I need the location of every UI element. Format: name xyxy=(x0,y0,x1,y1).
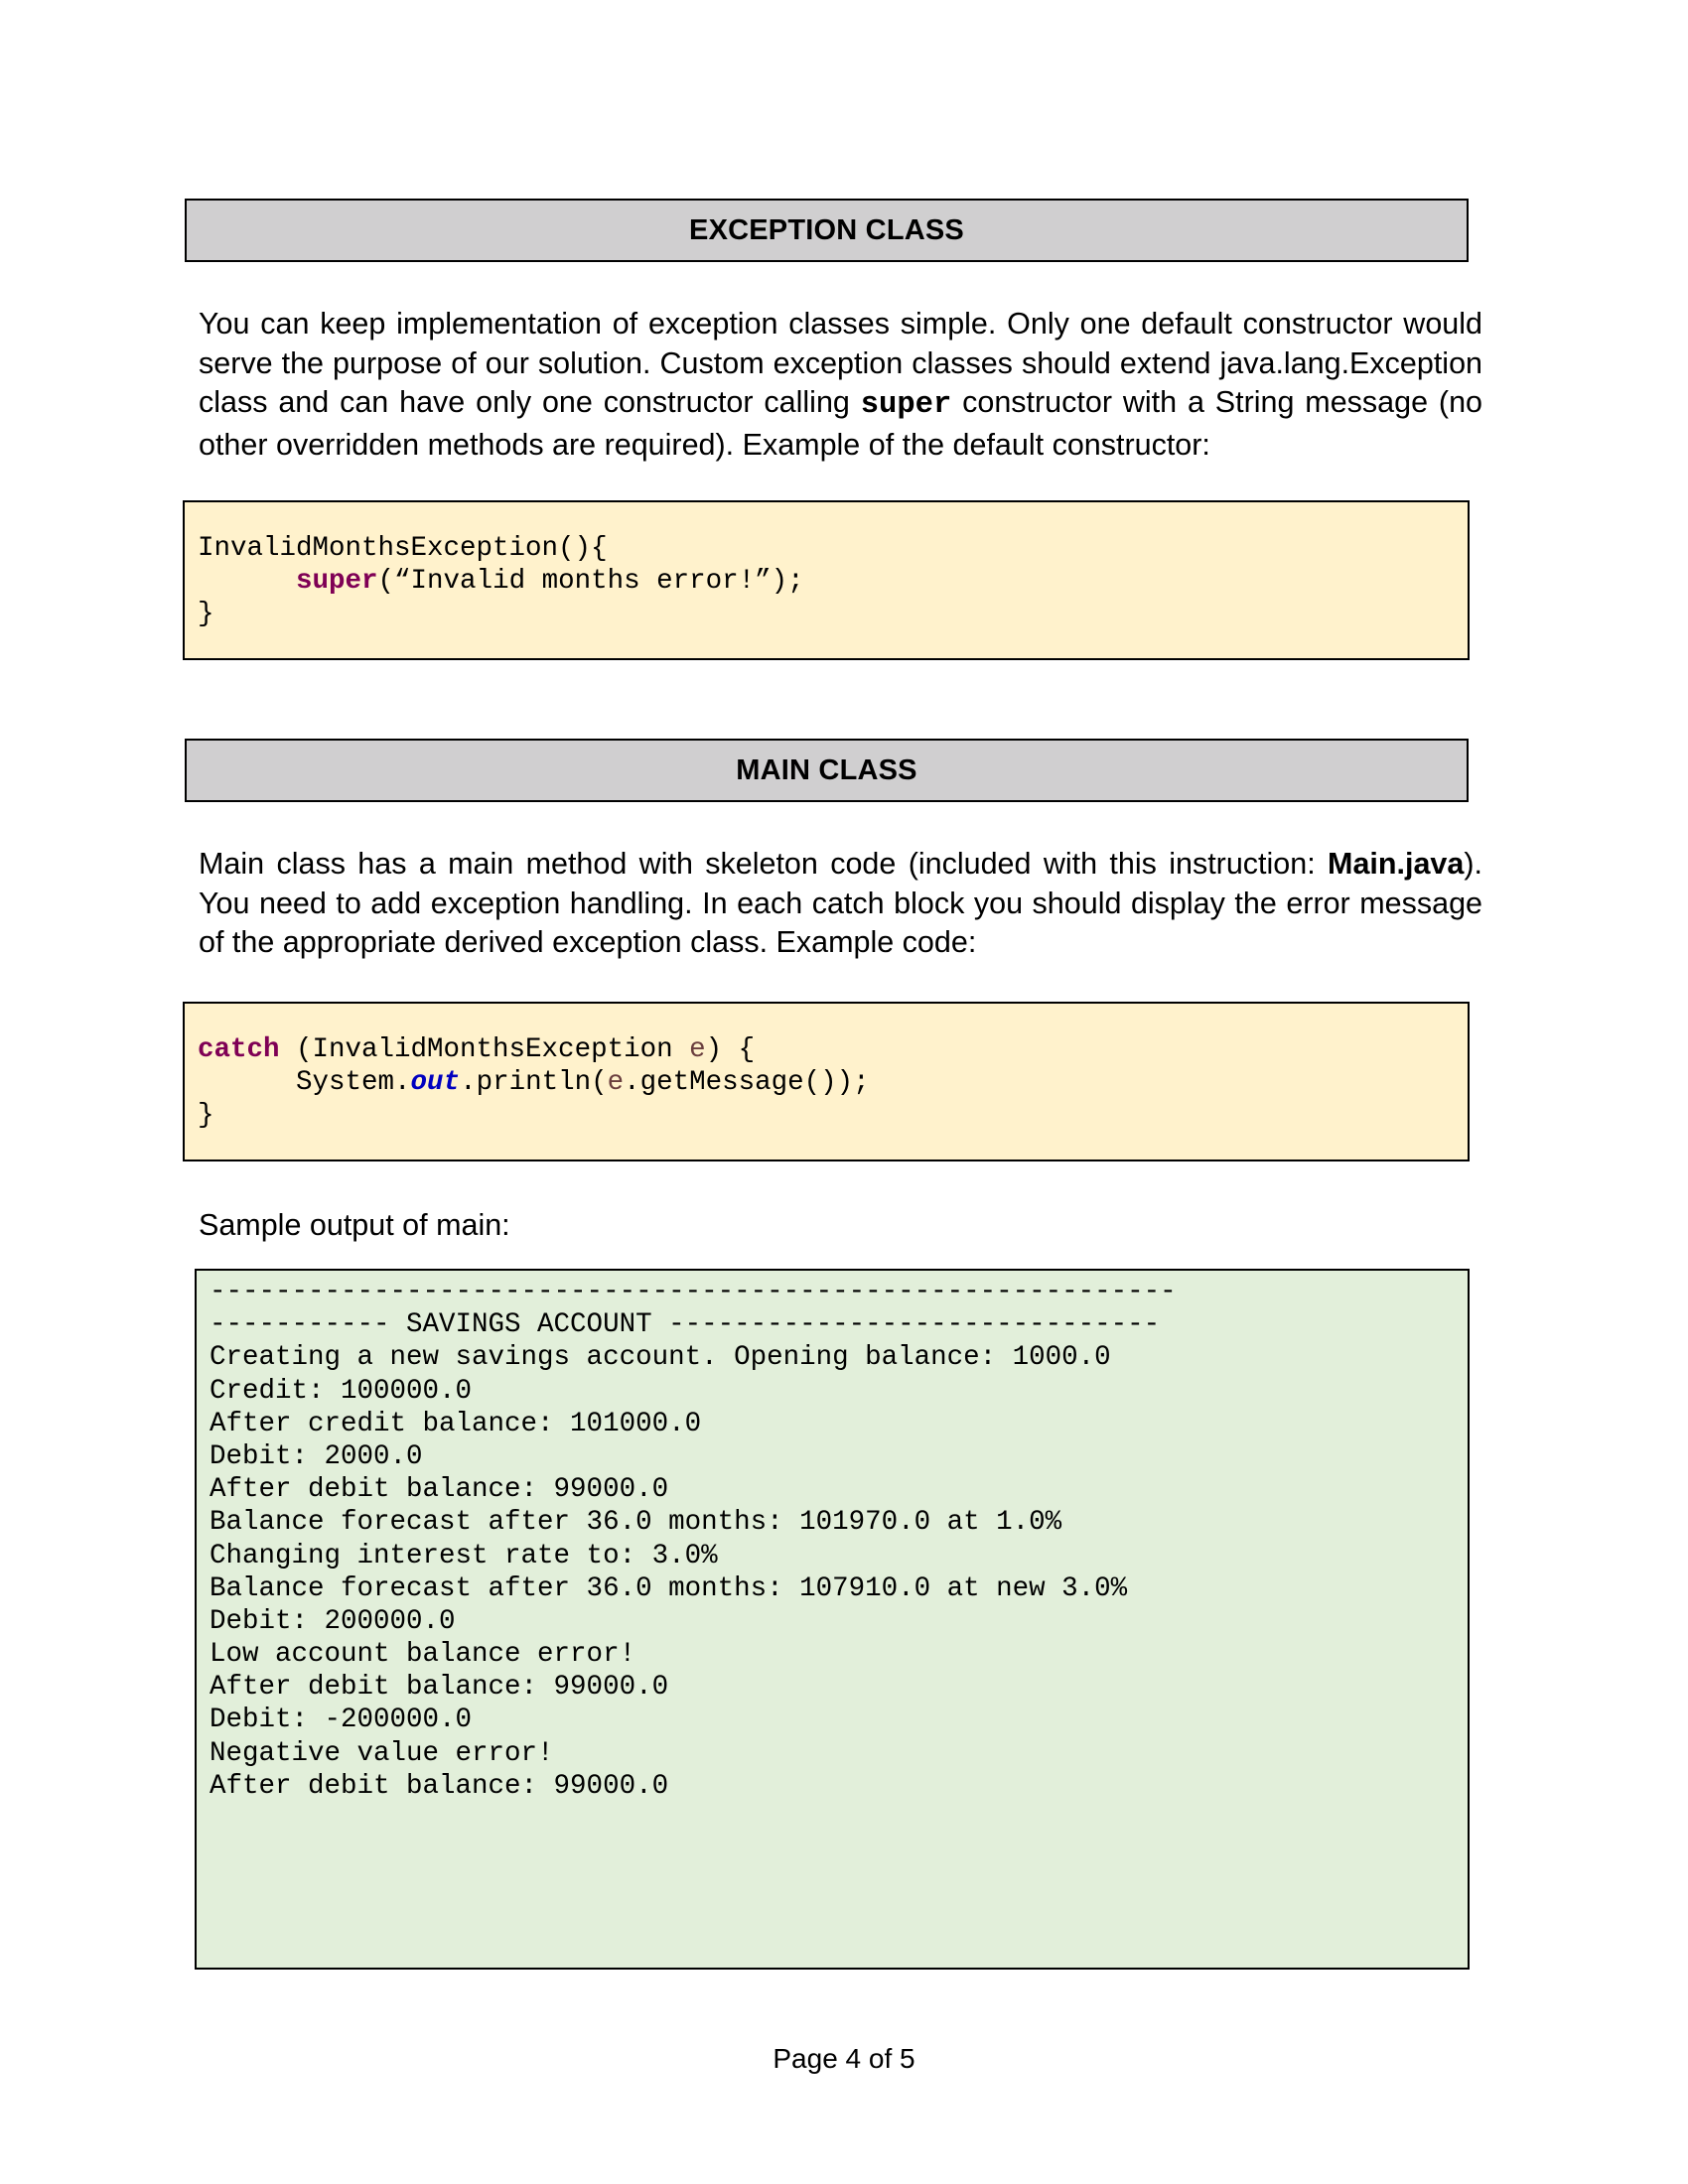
main-paragraph-part1: Main class has a main method with skeleton code (included with this instruction: xyxy=(199,847,1329,881)
code-line-2 xyxy=(198,565,1468,598)
getmessage-call: .getMessage()); xyxy=(624,1067,870,1098)
output-line: Debit: 200000.0 xyxy=(210,1605,456,1637)
code-line-1: InvalidMonthsException(){ xyxy=(198,533,608,564)
output-line: After credit balance: 101000.0 xyxy=(210,1408,702,1439)
output-line: Balance forecast after 36.0 months: 101970.0 at 1.0% xyxy=(210,1507,1062,1539)
catch-line-3: } xyxy=(198,1100,214,1131)
exception-constructor-code-block xyxy=(183,500,1470,660)
main-java-filename: Main.java xyxy=(1328,847,1465,881)
page-number: Page 4 of 5 xyxy=(773,2043,915,2074)
exception-class-paragraph xyxy=(199,305,1482,465)
println-call: .println( xyxy=(460,1067,608,1098)
println-prefix: System. xyxy=(198,1067,411,1098)
catch-type: (InvalidMonthsException xyxy=(279,1034,690,1065)
output-line: Negative value error! xyxy=(210,1737,554,1769)
catch-open-brace: ) { xyxy=(705,1034,756,1065)
catch-line-2 xyxy=(198,1066,1468,1099)
main-class-header xyxy=(185,739,1469,802)
output-line: Changing interest rate to: 3.0% xyxy=(210,1540,718,1571)
main-paragraph-part2: ). You need to add exception handling. In each catch block you should display the error message of the appropriate derived exception class. Example code: xyxy=(199,847,1482,959)
println-var: e xyxy=(607,1067,625,1098)
output-line: After debit balance: 99000.0 xyxy=(210,1474,669,1506)
code-super-keyword: super xyxy=(296,566,378,597)
output-line: After debit balance: 99000.0 xyxy=(210,1672,669,1704)
exception-paragraph-part2: constructor with a String message (no other overridden methods are required). Example of the default constructor: xyxy=(199,385,1483,462)
sample-output-label: Sample output of main: xyxy=(199,1208,510,1242)
output-line: ----------------------------------------------------------- xyxy=(210,1277,1177,1307)
out-field: out xyxy=(410,1067,461,1098)
super-keyword: super xyxy=(860,388,952,422)
output-line: Creating a new savings account. Opening balance: 1000.0 xyxy=(210,1342,1111,1374)
catch-line-1 xyxy=(198,1033,1468,1066)
sample-output-block xyxy=(195,1269,1470,1970)
catch-keyword: catch xyxy=(198,1034,280,1065)
main-class-header-text: MAIN CLASS xyxy=(736,753,917,786)
catch-var: e xyxy=(689,1034,706,1065)
code-line-3: } xyxy=(198,599,214,629)
exception-class-header xyxy=(185,199,1469,262)
output-line: After debit balance: 99000.0 xyxy=(210,1770,669,1802)
output-line: Credit: 100000.0 xyxy=(210,1375,473,1407)
exception-class-header-text: EXCEPTION CLASS xyxy=(689,213,964,246)
output-line: ----------- SAVINGS ACCOUNT ------------------------------ xyxy=(210,1309,1161,1341)
code-super-args: (“Invalid months error!”); xyxy=(377,566,804,597)
exception-paragraph-part1: You can keep implementation of exception classes simple. Only one default constructor would serve the purpose of our solution. Custom exception classes should extend java.lang.Exception class and can have only one constructor calling xyxy=(199,307,1482,419)
code-indent xyxy=(198,566,296,597)
main-class-paragraph xyxy=(199,845,1482,963)
catch-example-code-block xyxy=(183,1002,1470,1161)
output-line: Debit: -200000.0 xyxy=(210,1705,473,1736)
output-line: Low account balance error! xyxy=(210,1639,636,1671)
output-line: Debit: 2000.0 xyxy=(210,1440,423,1472)
output-line: Balance forecast after 36.0 months: 107910.0 at new 3.0% xyxy=(210,1572,1128,1604)
